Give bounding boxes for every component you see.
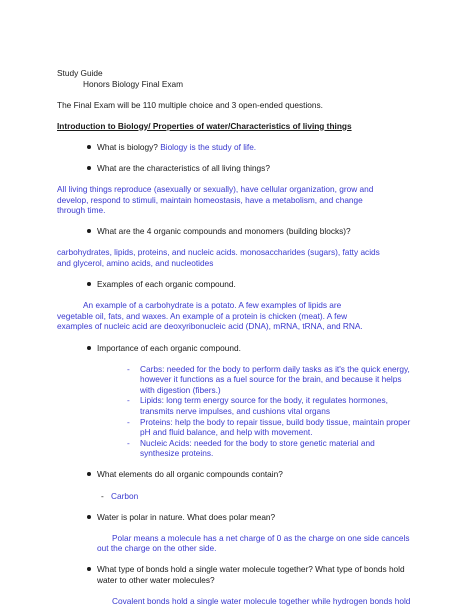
- question-8-line: water to other water molecules?: [97, 575, 215, 585]
- answer-6: [57, 491, 422, 502]
- question-3-text: What are the 4 organic compounds and monomers (building blocks)?: [97, 226, 351, 237]
- answer-2: [57, 184, 422, 216]
- bullet-icon: [87, 166, 91, 170]
- doc-title-line2: Honors Biology Final Exam: [83, 78, 184, 89]
- question-5-text: Importance of each organic compound.: [97, 342, 241, 353]
- question-6: [57, 469, 422, 480]
- dash-marker: -: [127, 363, 130, 374]
- answer-5-line: transmits nerve impulses, and cushions vital organs: [140, 405, 330, 416]
- answer-3: [57, 247, 422, 268]
- answer-7: [57, 533, 422, 554]
- answer-5-line: Lipids: long term energy source for the body, it regulates hormones,: [140, 395, 388, 406]
- bullet-icon: [87, 145, 91, 149]
- dash-marker: -: [127, 437, 130, 448]
- answer-5-item-lipids: [57, 395, 422, 416]
- exam-intro: The Final Exam will be 110 multiple choice and 3 open-ended questions.: [57, 99, 323, 110]
- answer-4: [57, 300, 422, 332]
- answer-5-line: Carbs: needed for the body to perform daily tasks as it's the quick energy,: [140, 363, 410, 374]
- answer-6-text: Carbon: [111, 490, 139, 501]
- question-3: [57, 226, 422, 237]
- section-heading: Introduction to Biology/ Properties of water/Characteristics of living things: [57, 120, 352, 131]
- question-4: [57, 279, 422, 290]
- answer-3-line: carbohydrates, lipids, proteins, and nucleic acids. monosaccharides (sugars), fatty acids: [57, 247, 380, 258]
- answer-1: Biology is the study of life.: [160, 141, 257, 152]
- bullet-icon: [87, 515, 91, 519]
- question-5: [57, 343, 422, 354]
- answer-5-item-nucleic-acids: [57, 438, 422, 459]
- answer-2-line: All living things reproduce (asexually or sexually), have cellular organization, grow and: [57, 184, 374, 195]
- question-1: [57, 142, 422, 153]
- question-7: [57, 512, 422, 523]
- answer-5-line: with digestion (fibers.): [140, 384, 221, 395]
- question-2-text: What are the characteristics of all living things?: [97, 162, 270, 173]
- answer-5-line: however it functions as a fuel source for the brain, and because it helps: [140, 374, 402, 385]
- question-1-text: What is biology?: [97, 141, 158, 152]
- question-4-text: Examples of each organic compound.: [97, 279, 236, 290]
- question-7-text: Water is polar in nature. What does polar mean?: [97, 511, 276, 522]
- answer-5-line: Proteins: help the body to repair tissue, build body tissue, maintain proper: [140, 416, 411, 427]
- answer-7-line: Polar means a molecule has a net charge of 0 as the charge on one side cancels: [112, 532, 410, 543]
- dash-marker: -: [127, 416, 130, 427]
- dash-marker: -: [101, 490, 104, 501]
- answer-2-line: develop, respond to stimuli, maintain homeostasis, have a metabolism, and change: [57, 194, 363, 205]
- dash-marker: -: [127, 395, 130, 406]
- answer-3-line: and glycerol, amino acids, and nucleotides: [57, 258, 214, 269]
- answer-2-line: through time.: [57, 205, 106, 216]
- question-6-text: What elements do all organic compounds contain?: [97, 469, 283, 480]
- answer-5-item-carbs: [57, 364, 422, 396]
- bullet-icon: [87, 472, 91, 476]
- answer-8: Covalent bonds hold a single water molecule together while hydrogen bonds hold: [112, 596, 411, 607]
- question-8-line: What type of bonds hold a single water molecule together? What type of bonds hold: [97, 564, 405, 575]
- doc-title-line1: Study Guide: [57, 68, 103, 78]
- question-8: [57, 564, 422, 585]
- answer-4-line: vegetable oil, fats, and waxes. An example of a protein is chicken (meat). A few: [57, 310, 348, 321]
- answer-5-list: [57, 364, 422, 459]
- answer-5-line: synthesize proteins.: [140, 448, 214, 459]
- answer-7-line: out the charge on the other side.: [97, 543, 217, 554]
- bullet-icon: [87, 229, 91, 233]
- bullet-icon: [87, 346, 91, 350]
- bullet-icon: [87, 567, 91, 571]
- answer-4-line: An example of a carbohydrate is a potato. A few examples of lipids are: [83, 300, 342, 311]
- document-content: [57, 68, 422, 607]
- question-2: [57, 163, 422, 174]
- answer-4-line: examples of nucleic acid are deoxyribonucleic acid (DNA), mRNA, tRNA, and RNA.: [57, 321, 363, 332]
- answer-5-item-proteins: [57, 417, 422, 438]
- bullet-icon: [87, 282, 91, 286]
- answer-5-line: Nucleic Acids: needed for the body to store genetic material and: [140, 437, 375, 448]
- answer-5-line: pH and fluid balance, and help with movement.: [140, 427, 313, 438]
